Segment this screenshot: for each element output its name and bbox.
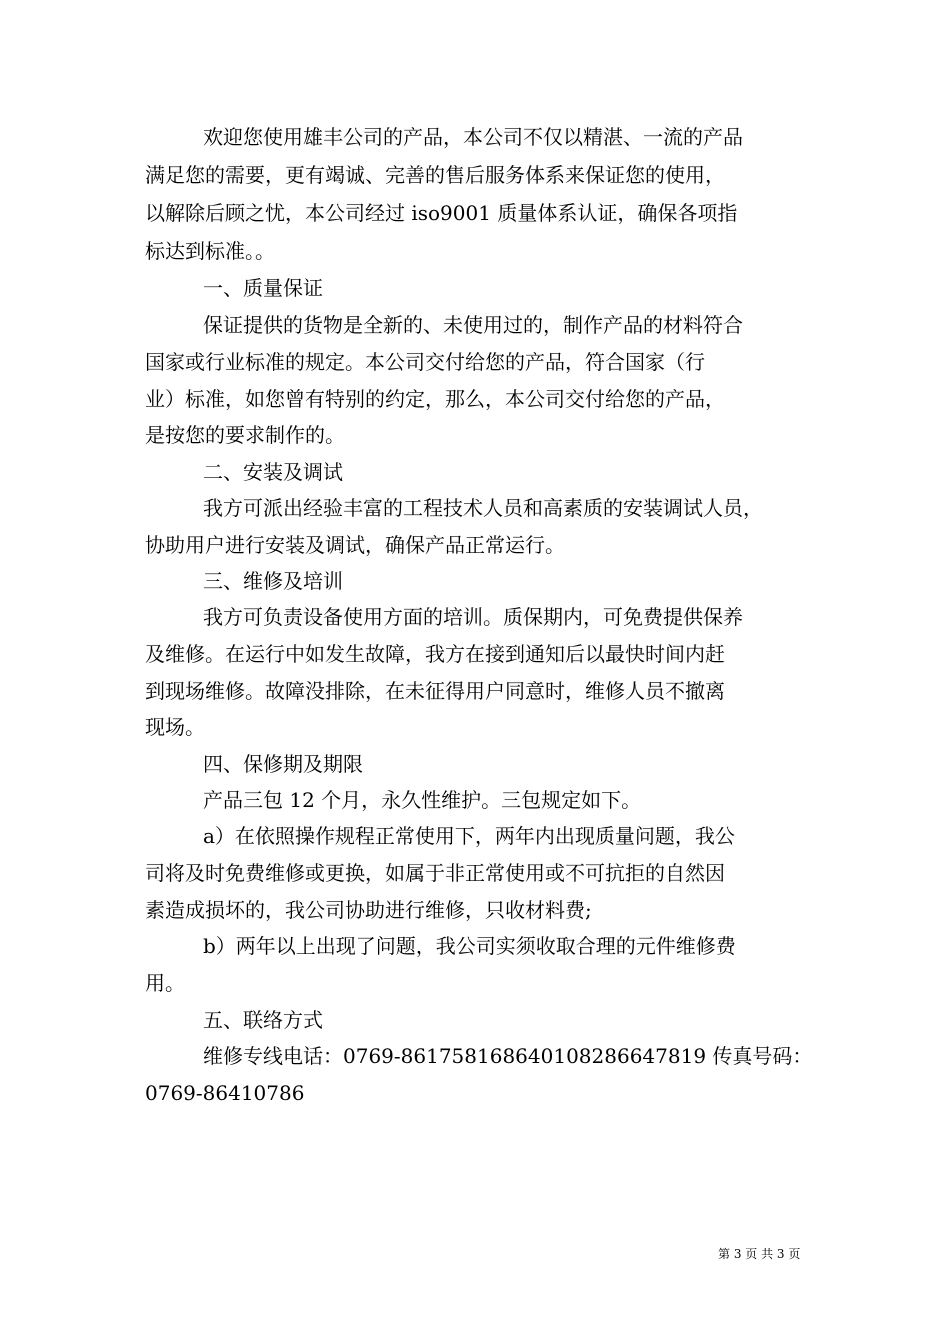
text-line: b）两年以上出现了问题，我公司实须收取合理的元件维修费 [203, 934, 736, 958]
text-line: 业）标准，如您曾有特别的约定，那么，本公司交付给您的产品， [145, 387, 725, 411]
contact-fax-number: 0769-86410786 [145, 1081, 305, 1105]
text-line: 保证提供的货物是全新的、未使用过的，制作产品的材料符合 [203, 313, 743, 337]
text-line: 我方可负责设备使用方面的培训。质保期内，可免费提供保养 [203, 605, 743, 629]
text-line: 及维修。在运行中如发生故障，我方在接到通知后以最快时间内赶 [145, 642, 725, 666]
text-line: 是按您的要求制作的。 [145, 423, 345, 447]
contact-phone-line: 维修专线电话：0769-86175816864010828664​7819 传真号码： [203, 1044, 813, 1068]
section-heading-warranty: 四、保修期及期限 [203, 752, 363, 776]
text-line: 用。 [145, 971, 185, 995]
text-line: 协助用户进行安装及调试，确保产品正常运行。 [145, 533, 565, 557]
section-heading-repair: 三、维修及培训 [203, 569, 343, 593]
text-line: 满足您的需要，更有竭诚、完善的售后服务体系来保证您的使用， [145, 163, 725, 187]
text-line: 以解除后顾之忧，本公司经过 iso9001 质量体系认证，确保各项指 [145, 201, 738, 225]
text-line: 国家或行业标准的规定。本公司交付给您的产品，符合国家（行 [145, 350, 705, 374]
text-line: a）在依照操作规程正常使用下，两年内出现质量问题，我公 [203, 824, 735, 848]
text-line: 产品三包 12 个月，永久性维护。三包规定如下。 [203, 788, 642, 812]
text-line: 司将及时免费维修或更换，如属于非正常使用或不可抗拒的自然因 [145, 861, 725, 885]
text-line: 现场。 [145, 715, 205, 739]
section-heading-quality: 一、质量保证 [203, 276, 323, 300]
text-line: 到现场维修。故障没排除，在未征得用户同意时，维修人员不撤离 [145, 679, 725, 703]
text-line: 欢迎您使用雄丰公司的产品，本公司不仅以精湛、一流的产品 [203, 125, 743, 149]
section-heading-contact: 五、联络方式 [203, 1008, 323, 1032]
text-line: 标达到标准。。 [145, 239, 275, 263]
section-heading-installation: 二、安装及调试 [203, 460, 343, 484]
text-line: 我方可派出经验丰富的工程技术人员和高素质的安装调试人员， [203, 496, 763, 520]
text-line: 素造成损坏的，我公司协助进行维修，只收材料费; [145, 898, 592, 922]
page-number-footer: 第 3 页 共 3 页 [718, 1247, 801, 1261]
